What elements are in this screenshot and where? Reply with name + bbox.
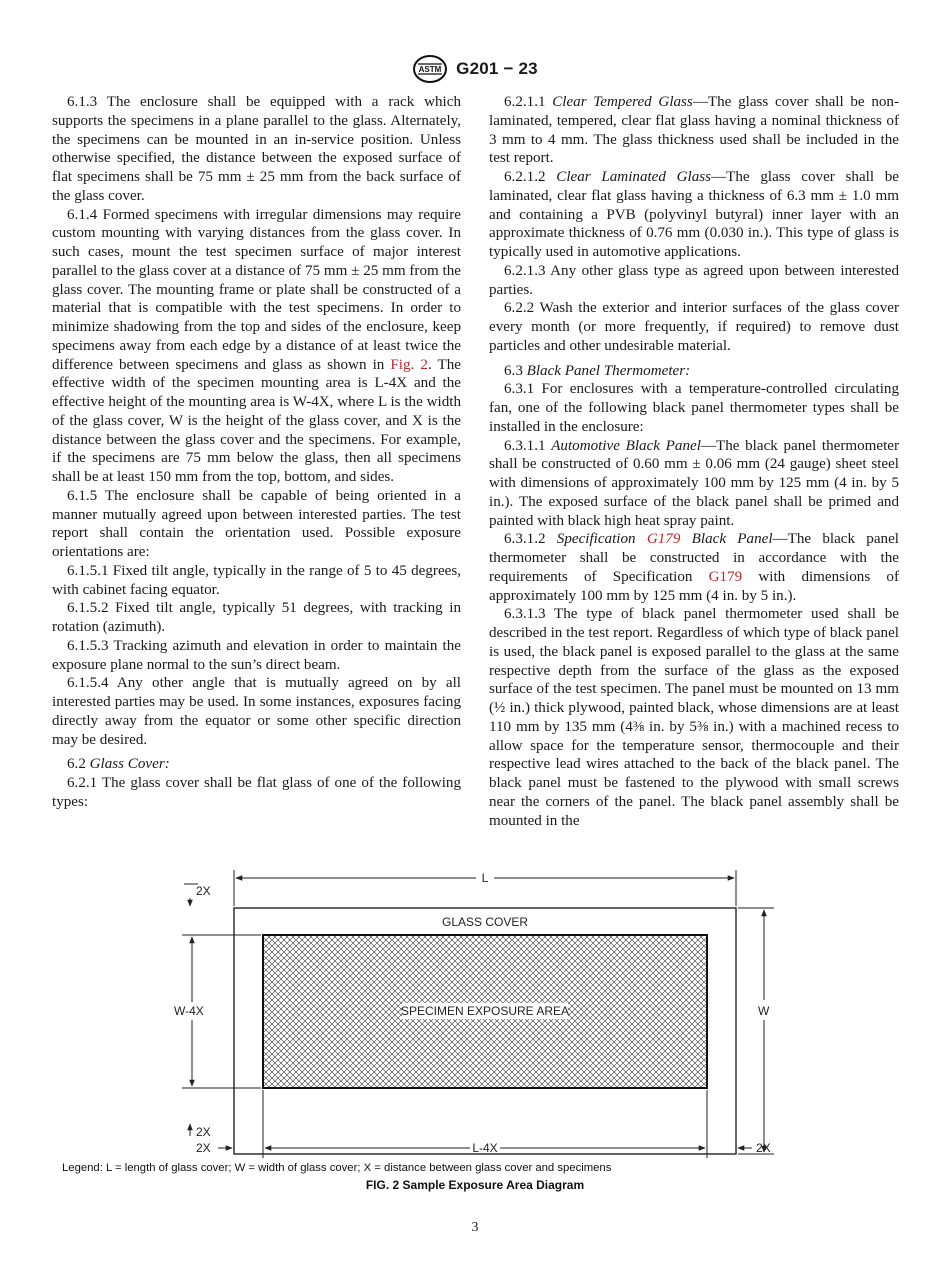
paragraph-6-3-1: 6.3.1 For enclosures with a temperature-controlled circulating fan, one of the following black panel thermometer types shall be installed in the enclosure: (489, 381, 899, 435)
g179-link-body[interactable]: G179 (708, 568, 743, 585)
paragraph-6-3-1-2-text-a: —The black panel thermometer shall be constructed in accordance with the requirements of Specification (489, 531, 899, 585)
dimension-2x-right-label: 2X (756, 1141, 771, 1155)
fig-2-link[interactable]: Fig. 2 (390, 356, 428, 373)
dimension-2x-bottom-label: 2X (196, 1125, 211, 1139)
page-header (0, 54, 950, 84)
dimension-w-label: W (758, 1004, 770, 1018)
g179-link-title[interactable]: G179 (646, 531, 681, 548)
paragraph-6-1-4 (52, 206, 461, 487)
paragraph-6-1-3: 6.1.3 The enclosure shall be equipped with a rack which supports the specimens in a plane parallel to the glass. Alternately, the specimens can be mounted in an in-service position. Unless otherwise specified, the distance between the exposed surface of flat specimens shall be 75 mm ± 25 mm from the back surface of the glass cover. (52, 94, 461, 204)
section-6-3-title: Black Panel Thermometer: (526, 362, 691, 379)
paragraph-6-1-4-text-a: 6.1.4 Formed specimens with irregular dimensions may require custom mounting with varying distances from the glass cover. In such cases, mount the test specimen surface of major interest parallel to the glass cover at a distance of 75 mm ± 25 mm from the glass cover. The mounting frame or plate shall be constructed of a material that is compatible with the test specimens. In order to minimize shadowing from the top and sides of the enclosure, keep specimens away from each edge by a distance of at least twice the difference between specimens and glass as shown in (52, 206, 461, 373)
standard-id: G201 − 23 (456, 59, 538, 78)
paragraph-6-2-1: 6.2.1 The glass cover shall be flat glass of one of the following types: (52, 775, 461, 810)
section-6-2-heading (52, 755, 461, 774)
paragraph-6-2-1-1-title: Clear Tempered Glass (552, 94, 693, 110)
dimension-2x-left-label: 2X (196, 1141, 211, 1155)
paragraph-6-3-1-2-text-b: with dimensions of approximately 100 mm by 125 mm (4 in. by 5 in.). (489, 568, 899, 604)
paragraph-6-2-1-3: 6.2.1.3 Any other glass type as agreed upon between interested parties. (489, 262, 899, 298)
paragraph-6-1-5-3: 6.1.5.3 Tracking azimuth and elevation in order to maintain the exposure plane normal to the sun’s direct beam. (52, 637, 461, 673)
left-column (52, 93, 461, 812)
paragraph-6-3-1-2-number: 6.3.1.2 (504, 531, 557, 548)
paragraph-6-2-2: 6.2.2 Wash the exterior and interior surfaces of the glass cover every month (or more frequently, if required) to remove dust particles and other undesirable material. (489, 300, 899, 354)
specimen-area-label: SPECIMEN EXPOSURE AREA (400, 1004, 570, 1018)
section-6-3-heading (489, 362, 899, 381)
paragraph-6-3-1-2-title-b: Black Panel (680, 531, 773, 548)
figure-legend: Legend: L = length of glass cover; W = width of glass cover; X = distance between glass cover and specimens (62, 1162, 612, 1174)
astm-logo-icon (412, 54, 448, 84)
paragraph-6-3-1-3: 6.3.1.3 The type of black panel thermometer used shall be described in the test report. Regardless of which type of black panel is used, the black panel is exposed parallel to the glass at the same respective depth from the surface of the glass as the exposed surface of the test specimen. The panel must be mounted on 13 mm (½ in.) thick plywood, painted black, whose dimensions are at least 110 mm by 135 mm (4⅜ in. by 5⅜ in.) with a machined recess to allow space for the temperature sensor, thermocouple and their respective lead wires attached to the back of the black panel. The black panel must be fastened to the plywood with small screws near the corners of the panel. The black panel assembly shall be mounted in the (489, 606, 899, 829)
paragraph-6-2-1-1-text: —The glass cover shall be non-laminated, tempered, clear flat glass having a nominal thickness of 3 mm to 4 mm. The glass thickness used shall be included in the test report. (489, 94, 900, 167)
paragraph-6-3-1-1-title: Automotive Black Panel (551, 437, 701, 454)
astm-logo-text: ASTM (418, 65, 442, 74)
paragraph-6-2-1-2 (489, 168, 899, 262)
dimension-l-label: L (481, 871, 489, 885)
paragraph-6-3-1-1-number: 6.3.1.1 (504, 437, 552, 454)
paragraph-6-3-1-2 (489, 530, 899, 605)
paragraph-6-2-1-1 (489, 93, 899, 168)
dimension-2x-top-label: 2X (196, 884, 211, 898)
page-number: 3 (471, 1220, 479, 1235)
paragraph-6-3-1-1-text: —The black panel thermometer shall be constructed of 0.60 mm ± 0.06 mm (24 gauge) sheet steel with dimensions of approximately 100 mm by 125 mm (4 in. by 5 in.). The exposed surface of the black panel shall be primed and painted with black high heat spray paint. (489, 437, 899, 529)
paragraph-6-1-5: 6.1.5 The enclosure shall be capable of being oriented in a manner mutually agreed upon between interested parties. The test report shall contain the orientation used. Possible exposure orientations are: (52, 487, 461, 560)
paragraph-6-2-1-1-number: 6.2.1.1 (504, 94, 553, 110)
section-6-2-title: Glass Cover: (89, 756, 170, 773)
paragraph-6-2-1-2-number: 6.2.1.2 (504, 169, 557, 185)
section-6-2-number: 6.2 (67, 756, 90, 773)
exposure-area-diagram (170, 862, 790, 1162)
glass-cover-label: GLASS COVER (441, 915, 529, 929)
paragraph-6-1-5-2: 6.1.5.2 Fixed tilt angle, typically 51 degrees, with tracking in rotation (azimuth). (52, 600, 461, 635)
dimension-w4x-label: W-4X (174, 1004, 204, 1018)
section-6-3-number: 6.3 (504, 362, 527, 379)
figure-caption: FIG. 2 Sample Exposure Area Diagram (365, 1178, 585, 1192)
paragraph-6-3-1-2-title-a: Specification (556, 531, 647, 548)
right-column (489, 93, 899, 830)
paragraph-6-3-1-1 (489, 437, 899, 531)
paragraph-6-2-1-2-title: Clear Laminated Glass (556, 169, 712, 185)
paragraph-6-1-5-1: 6.1.5.1 Fixed tilt angle, typically in the range of 5 to 45 degrees, with cabinet facing equator. (52, 562, 461, 598)
paragraph-6-1-4-text-b: . The effective width of the specimen mounting area is L-4X and the effective height of the mounting area is W-4X, where L is the width of the glass cover, W is the height of the glass cover, and X is the distance between the glass cover and the specimens. For example, if the specimens are 75 mm below the glass, then all specimens shall be at least 150 mm from the top, bottom, and sides. (52, 356, 461, 485)
paragraph-6-2-1-2-text: —The glass cover shall be laminated, clear flat glass having a thickness of 6.3 mm ± 1.0 mm and containing a PVB (polyvinyl butyral) inner layer with an approximate thickness of 0.76 mm (0.030 in.). This type of glass is typically used in automotive applications. (489, 169, 900, 260)
paragraph-6-1-5-4: 6.1.5.4 Any other angle that is mutually agreed on by all interested parties may be used. In some instances, exposures facing directly away from the equator or some other specific direction may be desired. (52, 675, 461, 748)
diagram-svg (170, 862, 790, 1162)
dimension-l4x-label: L-4X (472, 1141, 498, 1155)
